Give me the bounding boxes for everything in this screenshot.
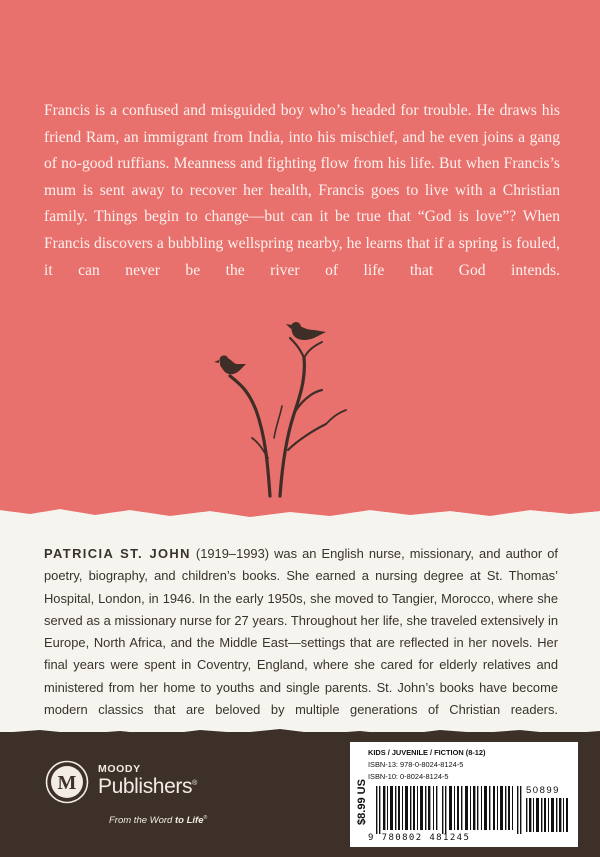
isbn10-label: ISBN-10: 0-8024-8124-5 (368, 772, 449, 781)
barcode-label (350, 742, 578, 847)
author-biography (44, 543, 558, 721)
torn-paper-edge (0, 498, 600, 528)
tree-with-birds-illustration (196, 318, 376, 498)
book-blurb: Francis is a confused and misguided boy who’s headed for trouble. He draws his friend Ram, an immigrant from India, into his mischief, and he even joins a gang of no-good ruffians. Meanness and fighting flow from his life. But when Francis’s mum is sent away to recover her health, Francis goes to live with a Christian family. Things begin to change—but can it be true that “God is love”? When Francis discovers a bubbling wellspring nearby, he learns that if a spring is fouled, it can never be the river of life that God intends. (44, 102, 560, 279)
publisher-name-line1: MOODY (98, 763, 141, 775)
price-supplement-code: 50899 (526, 785, 560, 796)
price-label: $8.99 US (356, 779, 368, 825)
publisher-name-line2: Publishers® (98, 775, 197, 798)
barcode-digits: 9 780802 481245 (368, 833, 471, 843)
publisher-tagline: From the Word to Life® (109, 815, 208, 827)
author-bio-text: (1919–1993) was an English nurse, missionary, and author of poetry, biography, and children’s books. She earned a nursing degree at St. Thomas’ Hospital, London, in 1946. In the early 1950s, she moved to Tangier, Morocco, where she served as a missionary nurse for 27 years. Throughout her life, she traveled extensively in Europe, North Africa, and the Middle East—settings that are reflected in her novels. Her final years were spent in Coventry, England, where she cared for elderly relatives and ministered from her home to youths and single parents. St. John’s books have become modern classics that are beloved by multiple generations of Christian readers. (44, 546, 558, 718)
moody-publishers-logo-icon (45, 760, 89, 804)
category-label: KIDS / JUVENILE / FICTION (8-12) (368, 748, 486, 757)
bottom-rough-edge (0, 724, 600, 740)
isbn13-label: ISBN-13: 978-0-8024-8124-5 (368, 760, 464, 769)
author-name: PATRICIA ST. JOHN (44, 546, 191, 561)
logo-letter: M (57, 772, 77, 794)
supplement-barcode (526, 798, 570, 832)
isbn-barcode (376, 786, 522, 834)
